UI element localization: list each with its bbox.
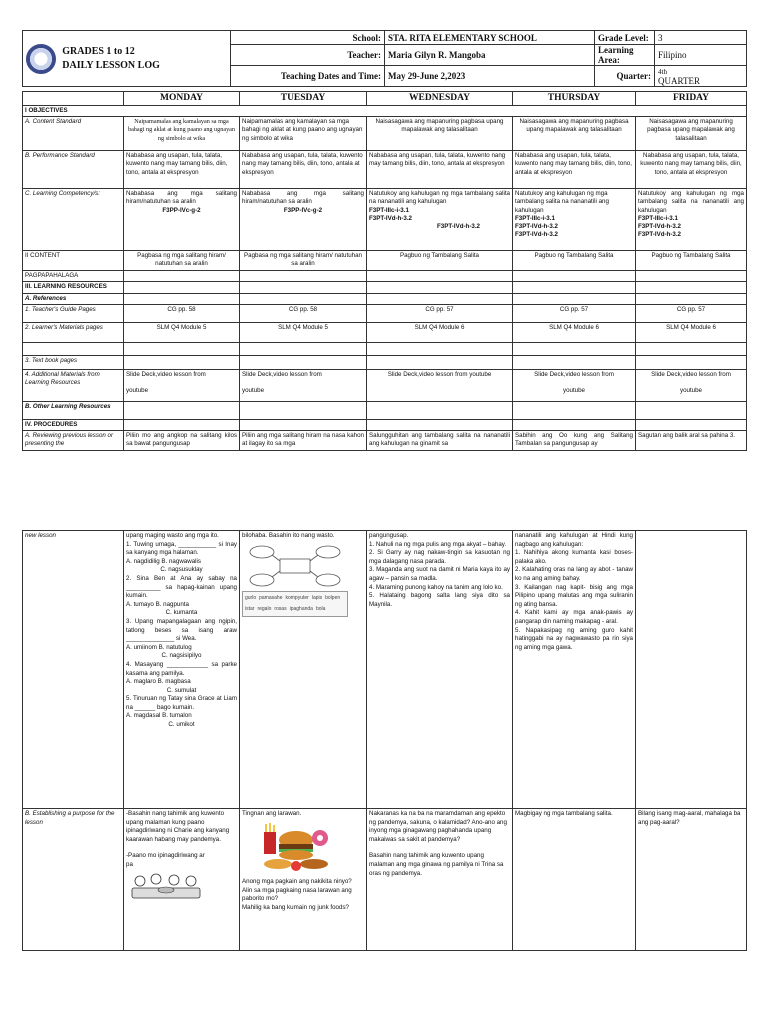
deped-seal-icon <box>26 44 56 74</box>
competency-code: F3PP-IVc-g-2 <box>162 206 201 214</box>
competency-code: F3PT-IVd-h-3.2 <box>437 223 480 231</box>
additional-line: Slide Deck,video lesson from youtube <box>387 370 492 378</box>
tuesday-line: bilohaba. Basahin ito nang wasto. <box>242 532 335 539</box>
competency-tuesday <box>240 189 367 251</box>
content-thursday: Pagbuo ng Tambalang Salita <box>513 251 636 271</box>
competency-code: F3PP-IVc-g-2 <box>283 206 323 214</box>
dates-value: May 29-June 2,2023 <box>385 66 595 87</box>
thursday-line: 2. Kalahating oras na lang ay abot - tanaw ko na ang aming bahay. <box>515 566 633 582</box>
school-value: STA. RITA ELEMENTARY SCHOOL <box>385 31 595 45</box>
purpose-tuesday <box>240 809 367 951</box>
header-logo-cell <box>23 31 231 87</box>
monday-line: 3. Upang mapangalagaan ang ngipin, tatlong beses sa isang araw ______________ si Wea. <box>126 617 237 643</box>
label-pagpapahalaga: PAGPAPAHALAGA <box>23 271 124 282</box>
word-item: istar <box>245 606 255 613</box>
day-tuesday: TUESDAY <box>240 92 367 106</box>
label-content-standard: A. Content Standard <box>23 117 124 151</box>
reviewing-monday-cont <box>124 531 240 809</box>
additional-line: youtube <box>562 387 586 395</box>
additional-line: Slide Deck,video lesson from <box>242 370 322 378</box>
lm-monday: SLM Q4 Module 5 <box>124 322 240 342</box>
day-thursday: THURSDAY <box>513 92 636 106</box>
monday-line: A. tumayo B. nagpunta <box>126 600 189 608</box>
day-friday: FRIDAY <box>636 92 747 106</box>
purpose-line: Magbigay ng mga tambalang salita. <box>515 810 613 817</box>
word-item: bola <box>315 606 326 613</box>
title-grades: GRADES 1 to 12 <box>62 45 135 57</box>
label-references: A. References <box>23 293 124 304</box>
purpose-line: Alin sa mga pagkaing nasa larawan ang paborito mo? <box>242 886 352 903</box>
word-item: lapis <box>311 594 323 601</box>
bubble-diagram-image <box>242 544 364 588</box>
monday-line: C. nagsisipilyo <box>161 652 202 660</box>
word-item: regalo <box>257 606 272 613</box>
label-purpose: B. Establishing a purpose for the lesson <box>23 809 124 951</box>
reviewing-thursday: Sabihin ang Oo kung ang Salitang Tambalan sa pangungusap ay <box>513 431 636 451</box>
section-resources: III. LEARNING RESOURCES <box>23 282 124 293</box>
monday-line: 4. Masayang ____________ sa parke kasama ang pamilya. <box>126 660 237 677</box>
content-standard-thursday: Naisasagawa ang mapanuring pagbasa upang mapalawak ang talasalitaan <box>513 117 636 151</box>
reviewing-wednesday-cont <box>367 531 513 809</box>
purpose-line: pa <box>126 860 133 868</box>
competency-monday <box>124 189 240 251</box>
reviewing-friday: Sagutan ang balik aral sa pahina 3. <box>636 431 747 451</box>
label-textbook: 3. Text book pages <box>23 355 124 369</box>
tg-wednesday: CG pp. 57 <box>367 304 513 322</box>
competency-code: F3PT-IIIc-i-3.1 <box>369 206 409 214</box>
additional-line: Slide Deck,video lesson from <box>534 370 614 378</box>
tg-friday: CG pp. 57 <box>636 304 747 322</box>
grade-label: Grade Level: <box>595 31 655 45</box>
thursday-line: 3. Kailangan nag kapit- bisig ang mga Pilipino upang malutas ang mga suliranin ng ating bansa. <box>515 583 633 608</box>
additional-thursday <box>513 369 636 401</box>
content-monday: Pagbasa ng mga salitang hiram/ natutuhan sa aralin <box>124 251 240 271</box>
title-dll: DAILY LESSON LOG <box>62 59 160 71</box>
word-box <box>242 591 348 617</box>
quarter-number: 4th <box>658 68 667 76</box>
lm-wednesday: SLM Q4 Module 6 <box>367 322 513 342</box>
thursday-line: 5. Napakasipag ng aming guro kahit hatinggabi na ay nagwawasto pa rin siya ng aming mga gawa. <box>515 626 633 651</box>
content-standard-monday: Naipamamalas ang kamalayan sa mga bahagi ng aklat at kung paano ang ugnayan ng simbolo at wika <box>124 117 240 151</box>
performance-standard-thursday: Nababasa ang usapan, tula, talata, kuwento nang may tamang bilis, diin, tono, antala at ekspresyon <box>513 151 636 189</box>
purpose-wednesday <box>367 809 513 951</box>
competency-code: F3PT-IVd-h-3.2 <box>369 214 412 222</box>
competency-code: F3PT-IIIc-i-3.1 <box>515 214 555 222</box>
word-item: pamasahe <box>259 594 283 601</box>
teacher-label: Teacher: <box>231 45 385 66</box>
label-lm-pages: 2. Learner's Materials pages <box>23 322 124 342</box>
competency-code: F3PT-IVd-h-3.2 <box>515 223 558 231</box>
additional-line: Slide Deck,video lesson from <box>651 370 731 378</box>
lm-thursday: SLM Q4 Module 6 <box>513 322 636 342</box>
wednesday-line: 1. Nahuli na ng mga pulis ang mga akyat – bahay. <box>369 540 507 548</box>
content-tuesday: Pagbasa ng mga salitang hiram/ natutuhan sa aralin <box>240 251 367 271</box>
section-objectives: I OBJECTIVES <box>23 106 747 117</box>
day-monday: MONDAY <box>124 92 240 106</box>
additional-friday <box>636 369 747 401</box>
section-procedures: IV. PROCEDURES <box>23 419 124 430</box>
monday-line: C. kumanta <box>165 609 198 617</box>
competency-code: F3PT-IVd-h-3.2 <box>638 231 681 239</box>
label-new-lesson: new lesson <box>23 531 124 809</box>
reviewing-wednesday: Salungguhitan ang tambalang salita na nananatili ang kahulugan na ginamit sa <box>367 431 513 451</box>
lesson-table <box>22 91 747 451</box>
additional-line: youtube <box>126 387 149 395</box>
additional-monday <box>124 369 240 401</box>
reviewing-thursday-cont <box>513 531 636 809</box>
competency-thursday <box>513 189 636 251</box>
reviewing-monday: Piliin mo ang angkop na salitang kilos sa bawat pangungusap <box>124 431 240 451</box>
competency-text: Natutukoy ang kahulugan ng mga tambalang salita na nananatili ang kahulugan <box>369 190 510 206</box>
content-standard-friday: Naisasagawa ang mapanuring pagbasa upang mapalawak ang talasalitaan <box>636 117 747 151</box>
monday-line: A. magdasal B. tumalon <box>126 712 192 720</box>
monday-line: upang maging wasto ang mga ito. <box>126 532 219 539</box>
performance-standard-wednesday: Nababasa ang usapan, tula, talata, kuwento nang may tamang bilis, diin, tono, antala at ekspresyon <box>367 151 513 189</box>
additional-line: Slide Deck,video lesson from <box>126 370 206 378</box>
label-competency: C. Learning Competency/s: <box>23 189 124 251</box>
competency-text: Nababasa ang mga salitang hiram/natutuhan sa aralin <box>126 190 237 206</box>
competency-code: F3PT-IVd-h-3.2 <box>515 231 558 239</box>
label-other-resources: B. Other Learning Resources <box>23 401 124 419</box>
competency-wednesday <box>367 189 513 251</box>
competency-code: F3PT-IVd-h-3.2 <box>638 223 681 231</box>
lesson-log-page-1 <box>22 30 746 451</box>
reviewing-friday-cont <box>636 531 747 809</box>
performance-standard-tuesday: Nababasa ang usapan, tula, talata, kuwento nang may tamang bilis, diin, tono, antala at ekspresyon <box>240 151 367 189</box>
competency-friday <box>636 189 747 251</box>
purpose-line: Nakaranas ka na ba na maramdaman ang epekto ng pandemya, sakuna, o kalamidad? Ano-ano ang inyong mga ginagawang paghahanda upang makaiwas sa sakit at pandemya? <box>369 810 507 843</box>
performance-standard-friday: Nababasa ang usapan, tula, talata, kuwento nang may tamang bilis, diin, tono, antala at ekspresyon <box>636 151 747 189</box>
word-item: rosas <box>274 606 287 613</box>
junk-food-icon <box>260 822 332 872</box>
purpose-line: -Paano mo ipinagdiriwang ar <box>126 852 205 860</box>
tg-tuesday: CG pp. 58 <box>240 304 367 322</box>
purpose-thursday <box>513 809 636 951</box>
content-standard-tuesday: Naipamamalas ang kamalayan sa mga bahagi ng aklat at kung paano ang ugnayan ng simbolo at wika <box>240 117 367 151</box>
tg-monday: CG pp. 58 <box>124 304 240 322</box>
thursday-line: 1. Nahihiya akong kumanta kasi boses- palaka ako. <box>515 549 633 565</box>
wednesday-line: 4. Maraming punong kahoy na tanim ang lolo ko. <box>369 583 503 591</box>
lm-friday: SLM Q4 Module 6 <box>636 322 747 342</box>
purpose-line: Basahin nang tahimik ang kuwento upang malaman ang mga ginawa ng pamilya ni Trina sa oras ng pandemya. <box>369 852 504 877</box>
quarter-value <box>655 66 747 87</box>
purpose-line: Anong mga pagkain ang nakikita ninyo? <box>242 878 352 886</box>
monday-line: A. nagdidilig B. nagwawalis <box>126 557 201 565</box>
purpose-line: Mahilig ka bang kumain ng junk foods? <box>242 903 349 911</box>
purpose-line: -Basahin nang tahimik ang kuwento upang malaman kung paano ipinagdiriwang ni Charie ang kanyang kaarawan habang may pandemya. <box>126 810 230 843</box>
additional-wednesday <box>367 369 513 401</box>
additional-line: youtube <box>679 387 703 395</box>
tg-thursday: CG pp. 57 <box>513 304 636 322</box>
word-item: ipaghanda <box>289 606 313 613</box>
word-item: gurlo <box>245 594 257 601</box>
monday-line: A. umiinom B. natutulog <box>126 643 192 651</box>
quarter-label: Quarter: <box>595 66 655 87</box>
purpose-friday <box>636 809 747 951</box>
lm-tuesday: SLM Q4 Module 5 <box>240 322 367 342</box>
day-wednesday: WEDNESDAY <box>367 92 513 106</box>
reviewing-tuesday: Piliin ang mga salitang hiram na nasa kahon at ilagay ito sa mga <box>240 431 367 451</box>
thursday-line: nananatili ang kahulugan at Hindi kung nagbago ang kahulugan: <box>515 532 633 548</box>
day-corner <box>23 92 124 106</box>
monday-line: 2. Sina Ben at Ana ay sabay na __________ sa hapag-kainan upang kumain. <box>126 574 237 600</box>
competency-text: Natutukoy ang kahulugan ng mga tambalang salita na nananatili ang kahulugan <box>515 190 609 214</box>
label-reviewing: A. Reviewing previous lesson or presenting the <box>23 431 124 451</box>
label-content: II CONTENT <box>23 251 124 271</box>
content-standard-wednesday: Naisasagawa ang mapanuring pagbasa upang mapalawak ang talasalitaan <box>367 117 513 151</box>
grade-value: 3 <box>655 31 747 45</box>
content-friday: Pagbuo ng Tambalang Salita <box>636 251 747 271</box>
purpose-monday <box>124 809 240 951</box>
header-table <box>22 30 747 87</box>
additional-tuesday <box>240 369 367 401</box>
wednesday-line: pangungusap. <box>369 532 409 539</box>
competency-text: Natutukoy ang kahulugan ng mga tambalang salita na nananatili ang kahulugan <box>638 190 744 214</box>
dates-label: Teaching Dates and Time: <box>231 66 385 87</box>
wednesday-line: 5. Halataing bagong salta lang siya dito sa Maynila. <box>369 592 510 608</box>
header-titles <box>62 45 160 73</box>
area-value: Filipino <box>655 45 747 66</box>
competency-code: F3PT-IIIc-i-3.1 <box>638 214 678 222</box>
monday-line: C. umikot <box>168 721 195 729</box>
word-item: kompyuter <box>285 594 309 601</box>
monday-line: A. maglaro B. magbasa <box>126 678 191 686</box>
additional-line: youtube <box>242 387 265 395</box>
competency-text: Nababasa ang mga salitang hiram/natutuhan sa aralin <box>242 190 364 206</box>
teacher-value: Maria Gilyn R. Mangoba <box>385 45 595 66</box>
label-performance-standard: B. Performance Standard <box>23 151 124 189</box>
performance-standard-monday: Nababasa ang usapan, tula, talata, kuwento nang may tamang bilis, diin, tono, antala at ekspresyon <box>124 151 240 189</box>
monday-line: C. sumulat <box>166 686 197 694</box>
label-additional: 4. Additional Materials from Learning Resources <box>23 369 124 401</box>
purpose-line: Bilang isang mag-aaral, mahalaga ba ang pag-aaral? <box>638 810 741 826</box>
reviewing-tuesday-cont <box>240 531 367 809</box>
family-eating-icon <box>126 872 206 902</box>
monday-line: 5. Tinuruan ng Tatay sina Grace at Liam na ______ bago kumain. <box>126 695 237 711</box>
wednesday-line: 2. Si Garry ay nag nakaw-tingin sa kasuotan ng mga dalagang nasa parada. <box>369 549 510 565</box>
bubble-diagram-icon <box>242 544 352 588</box>
monday-line: 1. Tuwing umaga, ___________ si Inay sa kanyang mga halaman. <box>126 540 237 557</box>
quarter-word: QUARTER <box>658 76 700 86</box>
wednesday-line: 3. Maganda ang suot na damit ni Maria kaya ito ay agaw – pansin sa madla. <box>369 566 510 582</box>
thursday-line: 4. Kahit kami ay mga anak-pawis ay pangarap din naming makapag - aral. <box>515 609 633 625</box>
content-wednesday: Pagbuo ng Tambalang Salita <box>367 251 513 271</box>
lesson-table-continued <box>22 530 747 951</box>
word-item: bolpen <box>325 594 341 601</box>
purpose-line: Tingnan ang larawan. <box>242 810 302 817</box>
school-label: School: <box>231 31 385 45</box>
label-tg-pages: 1. Teacher's Guide Pages <box>23 304 124 322</box>
monday-line: C. nagsusuklay <box>160 566 203 574</box>
area-label: Learning Area: <box>595 45 655 66</box>
lesson-log-page-2 <box>22 530 746 951</box>
